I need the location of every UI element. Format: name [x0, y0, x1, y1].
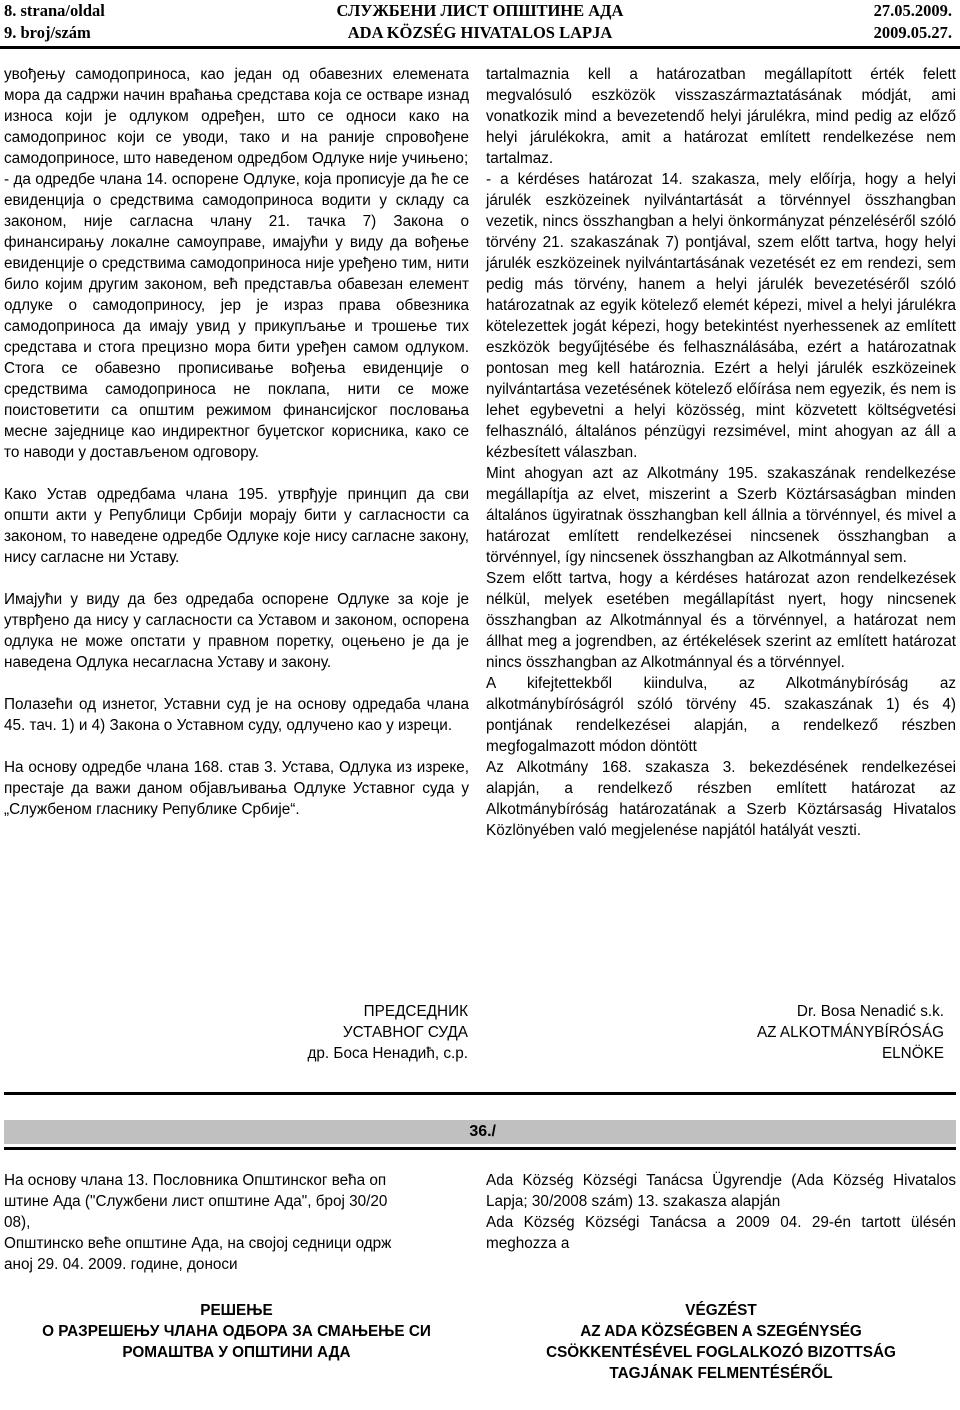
signature-institution: УСТАВНОГ СУДА [342, 1024, 468, 1041]
issue-date-hu: 2009.05.27. [873, 23, 952, 42]
page-header [0, 0, 960, 49]
hungarian-column [486, 64, 956, 841]
publication-title-hu: ADA KÖZSÉG HIVATALOS LAPJA [347, 23, 613, 42]
paragraph: Az Alkotmány 168. szakasza 3. bekezdésének rendelkezései alapján, a rendelkező részben említett határozat az Alkotmánybíróság határozatának a Szerb Köztársaság Hivatalos Közlönyében való megjelenése napjától hatályát veszti. [486, 759, 956, 839]
text-line: На основу члана 13. Пословника Општинског већа оп [4, 1172, 387, 1189]
signature-block-hu [757, 1001, 944, 1064]
signature-name: Dr. Bosa Nenadić s.k. [796, 1003, 944, 1020]
text-line: 08), [4, 1214, 31, 1231]
paragraph: Ada Község Községi Tanácsa a 2009 04. 29-én tartott ülésén meghozza a [486, 1214, 956, 1252]
paragraph: Како Устав одредбама члана 195. утврђује принцип да сви општи акти у Републици Србији морају бити у сагласности са законом, то наведене одредбе Одлуке које нису сагласне закону, нису сагласне ни Уставу. [4, 486, 469, 566]
paragraph: - a kérdéses határozat 14. szakasza, mely előírja, hogy a helyi járulék eszközeinek nyilvántartását a törvénnyel összhangban vezetik, nincs összhangban a helyi önkormányzat pénzeléséről szóló törvény 21. szakaszának 7) pontjával, szem előtt tartva, hogy helyi járulék eszközeinek nyilvántartásának vezetését ez em rendezi, sem pedig más törvény, hanem a helyi járulék bevezetéséről szóló határozatnak az egyik kötelező elemét képezi, mivel a helyi járulékra kötelezettek jogát képezi, hogy betekintést nyerhessenek az említett eszközök begyűjtésébe és felhasználásába, ezért a határozatnak pontosan meg kell határoznia. Ezért a helyi járulék eszközeinek nyilvántartása vezetésének kötelező előírása nem egyezik, és nem is lehet egybevetni a helyi közösség, mint közvetett költségvetési felhasználó, általános pénzügyi rezsimével, mint ahogyan az áll a kézbesített válaszban. [486, 171, 956, 461]
paragraph: Имајући у виду да без одредаба оспорене Одлуке за које је утврђено да нису у сагласности са Уставом и законом, оспорена одлука не може опстати у правном поретку, оцењено је да је наведена Одлука несагласна Уставу и закону. [4, 591, 469, 671]
signature-role: ELNÖKE [881, 1045, 944, 1062]
title-line: AZ ADA KÖZSÉGBEN A SZEGÉNYSÉG [580, 1323, 862, 1340]
serbian-column [4, 64, 469, 820]
paragraph: Полазећи од изнетог, Уставни суд је на основу одредаба члана 45. тач. 1) и 4) Закона о Уставном суду, одлучено као у изреци. [4, 696, 469, 734]
signature-name: др. Боса Ненадић, с.р. [307, 1045, 468, 1062]
title-line: РОМАШТВА У ОПШТИНИ АДА [122, 1344, 351, 1361]
signature-block-sr [307, 1001, 468, 1064]
paragraph: Mint ahogyan azt az Alkotmány 195. szakaszának rendelkezése megállapítja az elvet, miszerint a Szerb Köztársaságban minden általános ügyiratnak összhangban kell állnia a törvénnyel, és mivel a határozat említett rendelkezései nincsenek összhangban a törvénnyel, így nincsenek összhangban az Alkotmánnyal sem. [486, 465, 956, 566]
section-divider-top [4, 1092, 956, 1095]
text-line: аној 29. 04. 2009. године, доноси [4, 1256, 238, 1273]
text-line: штине Ада ("Службени лист општине Ада", број 30/20 [4, 1193, 388, 1210]
issue-number: 9. broj/szám [4, 23, 91, 42]
title-line: РЕШЕЊЕ [200, 1302, 273, 1319]
paragraph: Szem előtt tartva, hogy a kérdéses határozat azon rendelkezések nélkül, melyek esetében megállapítást nyert, hogy nincsenek összhangban az Alkotmánnyal és a törvénnyel, a határozat nem állhat meg a jogrendben, az értékelések szerint az említett határozat nincs összhangban az Alkotmánnyal és a törvénnyel. [486, 570, 956, 671]
section-divider-bottom [4, 1147, 956, 1150]
title-line: TAGJÁNAK FELMENTÉSÉRŐL [609, 1365, 833, 1382]
text-line: Општинско веће општине Ада, на својој седници одрж [4, 1235, 392, 1252]
signature-role: ПРЕДСЕДНИК [363, 1003, 468, 1020]
title-line: О РАЗРЕШЕЊУ ЧЛАНА ОДБОРА ЗА СМАЊЕЊЕ СИ [42, 1323, 431, 1340]
paragraph: tartalmaznia kell a határozatban megállapított érték felett megvalósuló eszközök visszaszármaztatásának módját, ami vonatkozik mind a bevezetendő helyi járulékra, mind pedig az előző helyi járulékokra, amit a határozat említett rendelkezése nem tartalmaz. [486, 66, 956, 167]
title-line: VÉGZÉST [685, 1302, 757, 1319]
issue-date-sr: 27.05.2009. [873, 1, 952, 20]
signature-institution: AZ ALKOTMÁNYBÍRÓSÁG [756, 1024, 944, 1041]
title-line: CSÖKKENTÉSÉVEL FOGLALKOZÓ BIZOTTSÁG [546, 1344, 896, 1361]
decision-intro-hu [486, 1170, 956, 1254]
section-number: 36./ [469, 1123, 496, 1140]
paragraph: - да одредбе члана 14. оспорене Одлуке, која прописује да ће се евиденција о средствима самодоприноса водити у складу са законом, није сагласна члану 21. тачка 7) Закона о финансирању локалне самоуправе, имајући у виду да вођење евиденције о средствима самодоприноса није уређено тим, нити било којим другим законом, већ представља обавезан елемент одлуке о самодоприносу, јер је израз права обвезника самодоприноса да имају увид у прикупљање и трошење тих средстава и стога прецизно мора бити уређен самом одлуком. Стога се обавезно прописивање вођења евиденције о средствима самодоприноса не поклапа, нити се може поистоветити са општим режимом финансијског пословања месне заједнице као индиректног буџетског корисника, како се то наводи у достављеном одговору. [4, 171, 469, 461]
decision-title-hu [486, 1300, 956, 1384]
page-number: 8. strana/oldal [4, 1, 105, 20]
paragraph: увођењу самодоприноса, као један од обавезних елемената мора да садржи начин враћања средстава која се остваре изнад износа који је одлуком одређен, што се односи како на самодопринос који се уводи, тако и на раније спровођене самодоприносе, што наведеном одредбом Одлуке није учињено; [4, 66, 469, 167]
publication-title-sr: СЛУЖБЕНИ ЛИСТ ОПШТИНЕ АДА [336, 1, 624, 20]
paragraph: A kifejtettekből kiindulva, az Alkotmánybíróság az alkotmánybíróságról szóló törvény 45. szakaszának 1) és 4) pontjának rendelkezései alapján, a rendelkező részben megfogalmazott módon döntött [486, 675, 956, 755]
paragraph: На основу одредбе члана 168. став 3. Устава, Одлука из изреке, престаје да важи даном објављивања Одлуке Уставног суда у „Службеном гласнику Републике Србије“. [4, 759, 469, 818]
paragraph: Ada Község Községi Tanácsa Ügyrendje (Ada Község Hivatalos Lapja; 30/2008 szám) 13. szakasza alapján [486, 1172, 956, 1210]
decision-intro-sr [4, 1170, 469, 1275]
decision-title-sr [4, 1300, 469, 1363]
